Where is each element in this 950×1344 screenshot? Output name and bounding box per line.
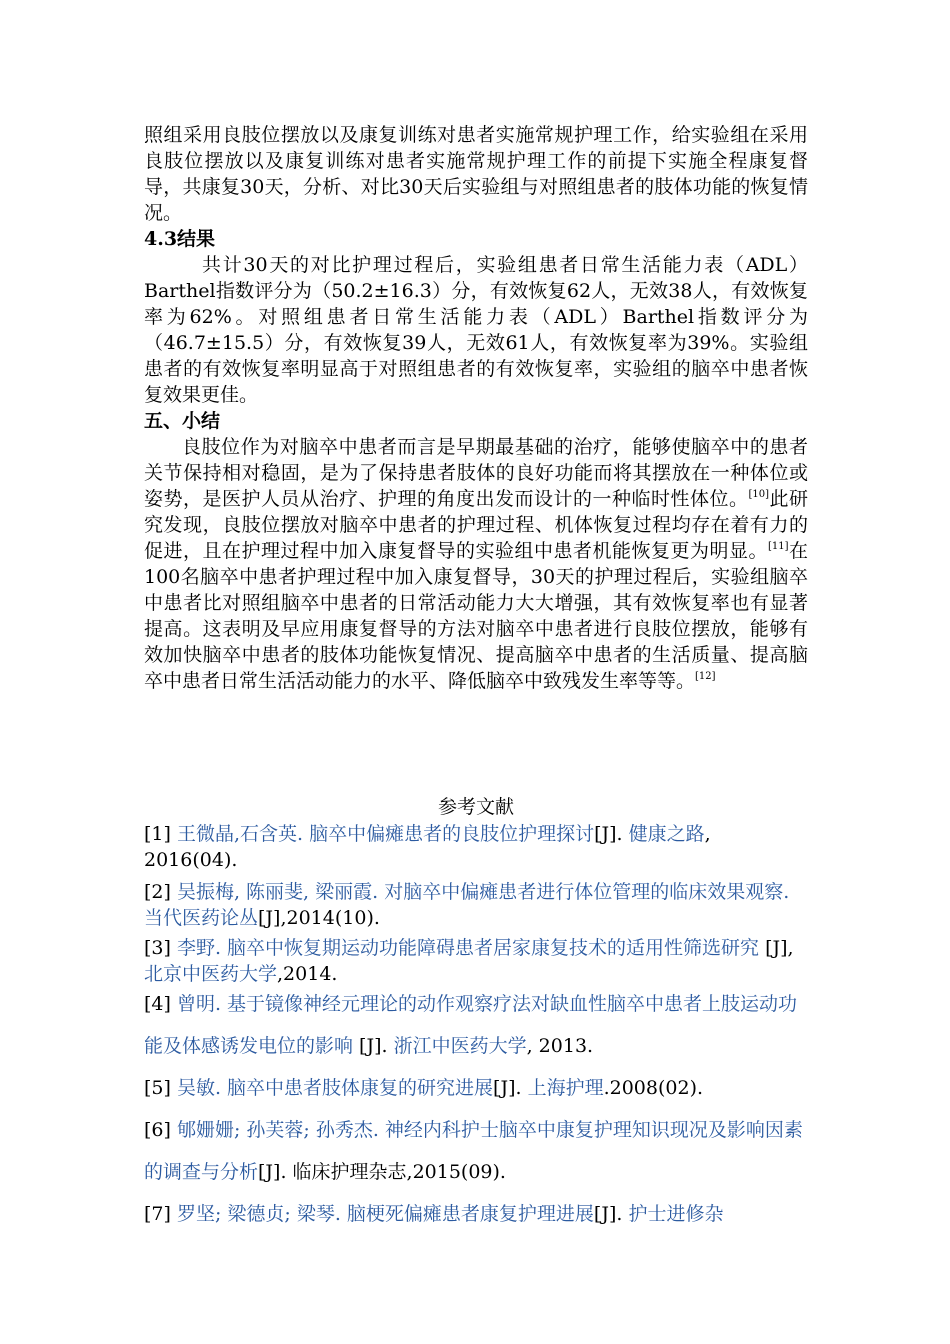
spacer xyxy=(144,694,808,792)
reference-link[interactable]: 护士进修杂 xyxy=(628,1203,724,1225)
reference-link[interactable]: 曾明. 基于镜像神经元理论的动作观察疗法对缺血性脑卒中患者上肢运动功能及体感诱发电位的影响 xyxy=(144,993,798,1057)
reference-link[interactable]: 浙江中医药大学 xyxy=(393,1035,527,1057)
reference-link[interactable]: 健康之路 xyxy=(628,823,705,845)
summary-paragraph xyxy=(144,434,808,694)
results-heading: 4.3结果 xyxy=(144,228,216,250)
document-page xyxy=(144,122,808,1235)
summary-text-3: 在100名脑卒中患者护理过程中加入康复督导，30天的护理过程后，实验组脑卒中患者比对照组脑卒中患者的日常活动能力大大增强，其有效恢复率也有显著提高。这表明及早应用康复督导的方法对脑卒中患者进行良肢位摆放，能够有效加快脑卒中患者的肢体功能恢复情况、提高脑卒中患者的生活质量、提高脑卒中患者日常生活活动能力的水平、降低脑卒中致残发生率等等。 xyxy=(144,540,808,692)
reference-item-7: [7] 罗坚; 梁德贞; 梁琴. 脑梗死偏瘫患者康复护理进展[J]. 护士进修杂 xyxy=(144,1203,724,1225)
reference-link[interactable]: 李野. 脑卒中恢复期运动功能障碍患者居家康复技术的适用性筛选研究 xyxy=(176,937,760,959)
reference-link[interactable]: 上海护理 xyxy=(527,1077,604,1099)
citation-10: [10] xyxy=(748,489,769,500)
reference-link[interactable]: 郇姗姗; 孙芙蓉; 孙秀杰. 神经内科护士脑卒中康复护理知识现况及影响因素的调查与分析 xyxy=(144,1119,803,1183)
reference-link[interactable]: 吴敏. 脑卒中患者肢体康复的研究进展 xyxy=(176,1077,494,1099)
summary-heading: 五、小结 xyxy=(144,410,221,432)
reference-item-6: [6] 郇姗姗; 孙芙蓉; 孙秀杰. 神经内科护士脑卒中康复护理知识现况及影响因素的调查与分析[J]. 临床护理杂志,2015(09). xyxy=(144,1119,803,1183)
reference-item-1: [1] 王微晶,石含英. 脑卒中偏瘫患者的良肢位护理探讨[J]. 健康之路, 2016(04). xyxy=(144,823,711,871)
reference-link[interactable]: 吴振梅, 陈丽斐, 梁丽霞. 对脑卒中偏瘫患者进行体位管理的临床效果观察. 当代医药论丛 xyxy=(144,881,790,929)
results-paragraph: 共计30天的对比护理过程后，实验组患者日常生活能力表（ADL）Barthel指数评分为（50.2±16.3）分，有效恢复62人，无效38人，有效恢复率为62%。对照组患者日常生活能力表（ADL）Barthel指数评分为（46.7±15.5）分，有效恢复39人，无效61人，有效恢复率为39%。实验组患者的有效恢复率明显高于对照组患者的有效恢复率，实验组的脑卒中患者恢复效果更佳。 xyxy=(144,254,808,406)
reference-list xyxy=(144,821,808,1235)
reference-link[interactable]: 北京中医药大学 xyxy=(144,963,278,985)
intro-paragraph: 照组采用良肢位摆放以及康复训练对患者实施常规护理工作，给实验组在采用良肢位摆放以及康复训练对患者实施常规护理工作的前提下实施全程康复督导，共康复30天，分析、对比30天后实验组与对照组患者的肢体功能的恢复情况。 xyxy=(144,124,808,224)
citation-12: [12] xyxy=(695,671,716,682)
references-title: 参考文献 xyxy=(437,796,514,818)
reference-item-3: [3] 李野. 脑卒中恢复期运动功能障碍患者居家康复技术的适用性筛选研究 [J], 北京中医药大学,2014. xyxy=(144,937,794,985)
citation-11: [11] xyxy=(767,541,789,552)
reference-link[interactable]: 罗坚; 梁德贞; 梁琴. 脑梗死偏瘫患者康复护理进展 xyxy=(176,1203,594,1225)
reference-item-2: [2] 吴振梅, 陈丽斐, 梁丽霞. 对脑卒中偏瘫患者进行体位管理的临床效果观察. 当代医药论丛[J],2014(10). xyxy=(144,881,790,929)
summary-text-2: 此研究发现，良肢位摆放对脑卒中患者的护理过程、机体恢复过程均存在着有力的促进，且在护理过程中加入康复督导的实验组中患者机能恢复更为明显。 xyxy=(144,488,808,562)
reference-item-4: [4] 曾明. 基于镜像神经元理论的动作观察疗法对缺血性脑卒中患者上肢运动功能及体感诱发电位的影响 [J]. 浙江中医药大学, 2013. xyxy=(144,993,798,1057)
reference-item-5: [5] 吴敏. 脑卒中患者肢体康复的研究进展[J]. 上海护理.2008(02). xyxy=(144,1077,704,1099)
reference-link[interactable]: 王微晶,石含英. 脑卒中偏瘫患者的良肢位护理探讨 xyxy=(176,823,595,845)
summary-text-1: 良肢位作为对脑卒中患者而言是早期最基础的治疗，能够使脑卒中的患者关节保持相对稳固，是为了保持患者肢体的良好功能而将其摆放在一种体位或姿势，是医护人员从治疗、护理的角度出发而设计的一种临时性体位。 xyxy=(144,436,808,510)
